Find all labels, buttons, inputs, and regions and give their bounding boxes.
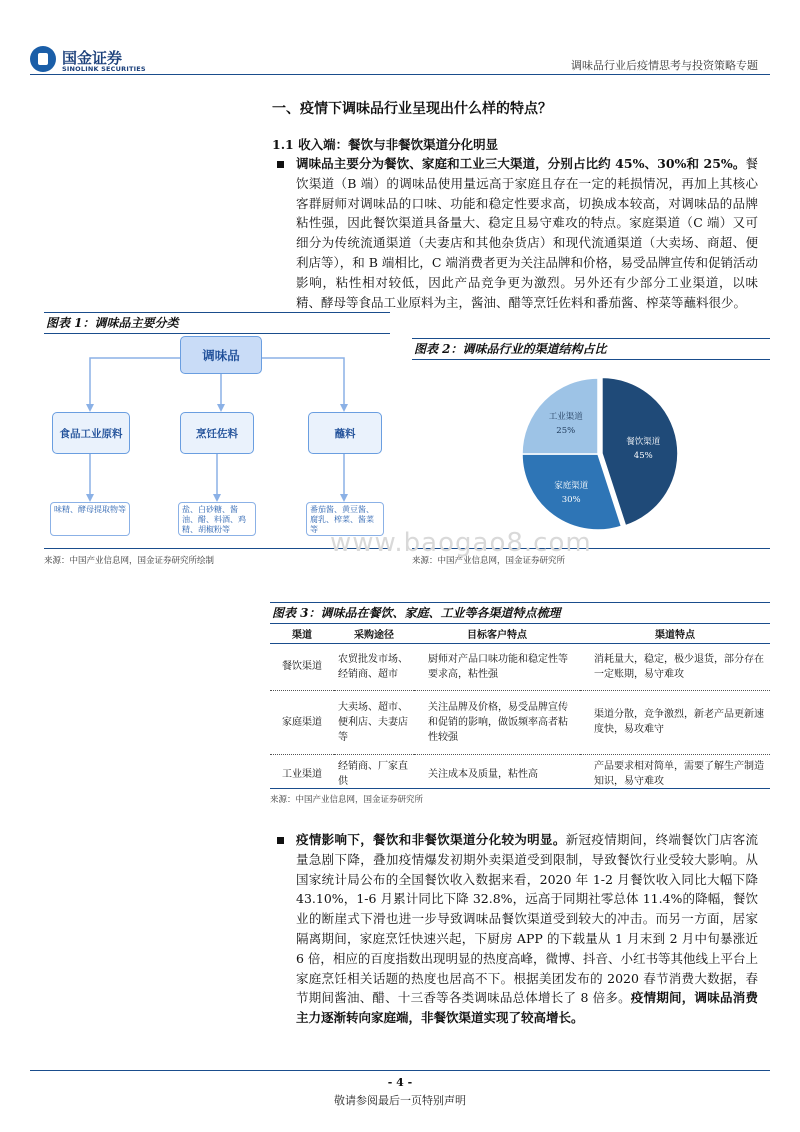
paragraph-covid-impact	[296, 830, 758, 1028]
pie-slice-value: 25%	[556, 425, 576, 436]
figure3-source: 来源：中国产业信息网，国金证券研究所	[270, 795, 424, 805]
classification-diagram	[44, 336, 390, 544]
pie-canvas	[412, 362, 770, 546]
table-header-cell: 渠道特点	[580, 625, 770, 643]
table-cell: 经销商、厂家直供	[338, 761, 408, 788]
table-header-cell: 目标客户特点	[414, 625, 580, 643]
diagram-root-node: 调味品	[180, 336, 262, 374]
figure1-caption: 图表 1：调味品主要分类	[44, 312, 390, 334]
table-cell: 关注品牌及价格，易受品牌宣传和促销的影响，做饭频率高者粘性较强	[414, 690, 580, 754]
watermark: www.baogao8.com	[330, 528, 592, 558]
table-cell: 餐饮渠道	[270, 643, 334, 690]
table-cell: 农贸批发市场、经销商、超市	[334, 643, 414, 690]
paragraph-lead-bold: 调味品主要分为餐饮、家庭和工业三大渠道，分别占比约 45%、30%和 25%。	[296, 156, 746, 171]
table-header-cell: 渠道	[270, 625, 334, 643]
figure3-caption: 图表 3：调味品在餐饮、家庭、工业等各渠道特点梳理	[270, 602, 770, 624]
paragraph-conclusion-bold: 疫情期间，调味品消费主力逐渐转向家庭端，非餐饮渠道实现了较高增长。	[296, 990, 758, 1026]
diagram-node-dipping: 蘸料	[308, 412, 382, 454]
pie-slice-value: 30%	[561, 494, 581, 505]
report-title: 调味品行业后疫情思考与投资策略专题	[571, 59, 758, 72]
table-cell: 关注成本及质量，粘性高	[428, 768, 538, 780]
pie-slice-label: 工业渠道	[548, 411, 583, 422]
table-cell: 家庭渠道	[270, 690, 334, 754]
channel-pie-chart	[412, 362, 770, 546]
company-logo	[30, 46, 150, 76]
pie-slice-label: 餐饮渠道	[626, 436, 661, 447]
subsection-title: 1.1 收入端：餐饮与非餐饮渠道分化明显	[272, 137, 499, 152]
table-header-row	[270, 625, 770, 643]
pie-slice-value: 45%	[633, 450, 653, 461]
footer-divider	[30, 1070, 770, 1071]
table-cell: 渠道分散，竞争激烈，新老产品更新速度快，易攻难守	[580, 690, 770, 754]
paragraph-lead-bold: 疫情影响下，餐饮和非餐饮渠道分化较为明显。	[296, 832, 566, 847]
figure2-caption: 图表 2：调味品行业的渠道结构占比	[412, 338, 770, 360]
table-row	[270, 643, 770, 690]
diagram-node-cooking: 烹饪佐料	[180, 412, 254, 454]
table-row	[270, 690, 770, 754]
pie-slice-label: 家庭渠道	[554, 480, 589, 491]
table-cell: 厨师对产品口味功能和稳定性等要求高，粘性强	[414, 643, 580, 690]
table-cell: 消耗量大，稳定，极少退货，部分存在一定账期，易守难攻	[580, 643, 770, 690]
footer-disclaimer: 敬请参阅最后一页特别声明	[334, 1094, 466, 1107]
table-cell: 产品要求相对简单，需要了解生产制造知识，易守难攻	[594, 761, 764, 788]
paragraph-body: 餐饮渠道（B 端）的调味品使用量远高于家庭且存在一定的耗损情况，再加上其核心客群厨师对调味品的口味、功能和稳定性要求高，切换成本较高，对调味品的品牌粘性强，因此餐饮渠道具备量大、稳定且易守难攻的特点。家庭渠道（C 端）又可细分为传统流通渠道（夫妻店和其他杂货店）和现代流通渠道（大卖场、商超、便利店等），和 B 端相比，C 端消费者更为关注品牌和价格，易受品牌宣传和促销活动影响，粘性相对较低，因此产品竞争更为激烈。另外还有少部分工业渠道，以味精、酵母等食品工业原料为主，酱油、醋等烹饪佐料和番茄酱、榨菜等蘸料很少。	[296, 156, 758, 310]
header-divider	[30, 74, 770, 75]
diagram-leaf-dipping: 番茄酱、黄豆酱、腐乳、榨菜、酱菜等	[306, 502, 384, 536]
figure2-source: 来源：中国产业信息网，国金证券研究所	[412, 556, 566, 566]
channel-features-table	[270, 625, 770, 794]
diagram-leaf-cooking: 盐、白砂糖、酱油、醋、料酒、鸡精、胡椒粉等	[178, 502, 256, 536]
section-title: 一、疫情下调味品行业呈现出什么样的特点？	[272, 101, 552, 117]
logo-english-name: SINOLINK SECURITIES	[62, 65, 146, 73]
paragraph-channels	[296, 154, 758, 312]
figure3-source-divider	[270, 788, 770, 789]
logo-chinese-name: 国金证券	[62, 49, 123, 67]
logo-mark-icon	[30, 46, 56, 72]
page-number: - 4 -	[387, 1076, 413, 1089]
paragraph-body: 新冠疫情期间，终端餐饮门店客流量急剧下降，叠加疫情爆发初期外卖渠道受到限制，导致餐饮行业受较大影响。从国家统计局公布的全国餐饮收入数据来看，2020 年 1-2 月餐饮收入同比大幅下降 43.10%，1-6 月累计同比下降 32.8%，远高于同期社零总体 11.4%的降幅，餐饮业的断崖式下滑也进一步导致调味品餐饮渠道受到较大的冲击。而另一方面，居家隔离期间，家庭烹饪快速兴起，下厨房 APP 的下载量从 1 月末到 2 月中旬暴涨近 6 倍，相应的百度指数出现明显的热度高峰，微博、抖音、小红书等其他线上平台上家庭烹饪相关话题的热度也居高不下。根据美团发布的 2020 春节消费大数据，春节期间酱油、醋、十三香等各类调味品总体增长了 8 倍多。	[296, 832, 758, 1006]
table-header-cell: 采购途径	[334, 625, 414, 643]
bullet-square-icon	[277, 837, 284, 844]
diagram-node-industrial: 食品工业原料	[52, 412, 130, 454]
table-cell: 大卖场、超市、便利店、夫妻店等	[334, 690, 414, 754]
diagram-leaf-industrial: 味精、酵母提取物等	[50, 502, 130, 536]
table-cell: 工业渠道	[282, 768, 322, 780]
bullet-square-icon	[277, 161, 284, 168]
figure1-source: 来源：中国产业信息网，国金证券研究所绘制	[44, 556, 215, 566]
